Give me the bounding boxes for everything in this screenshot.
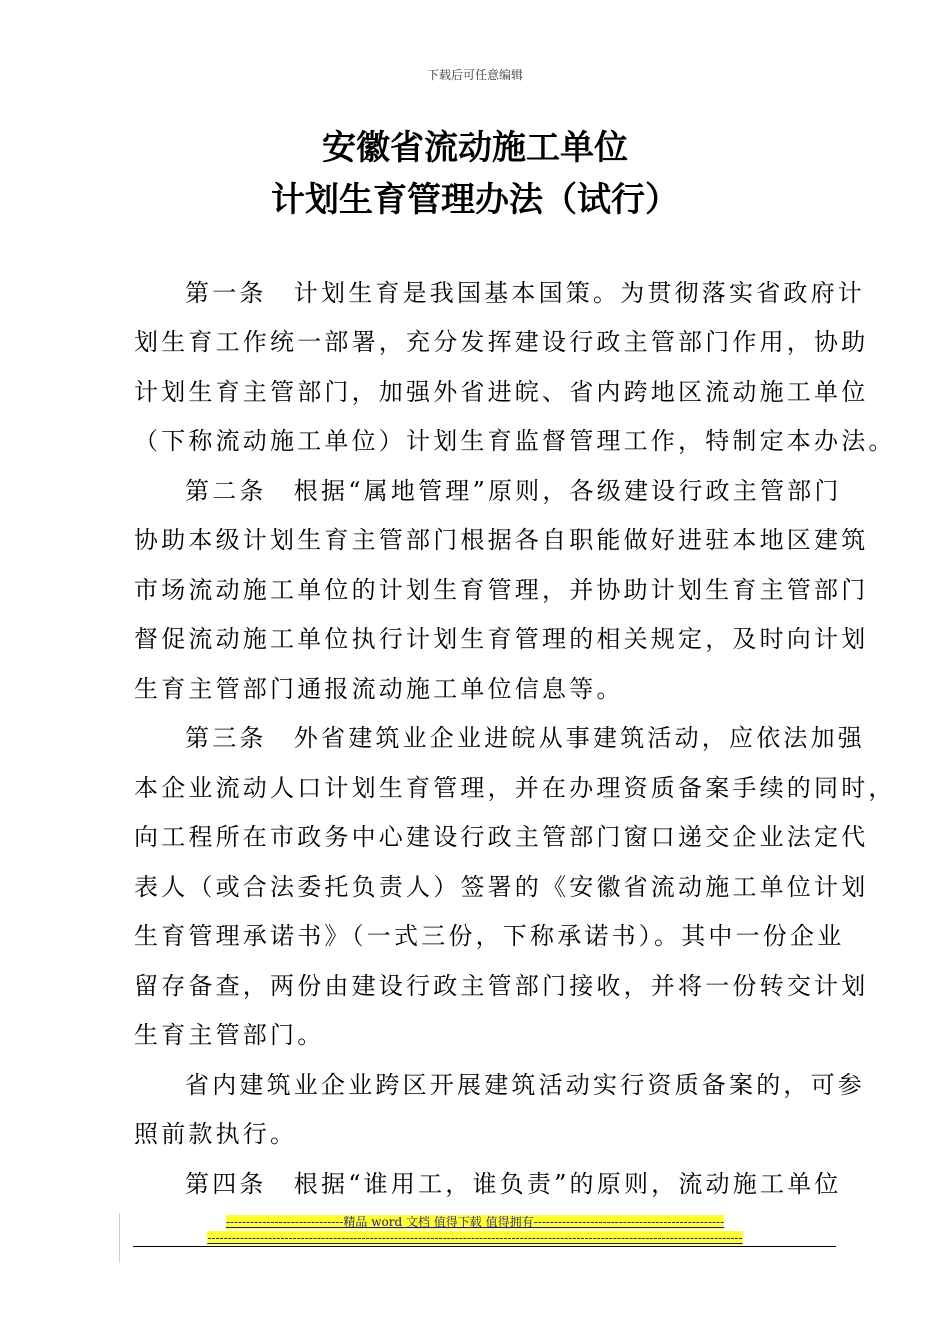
document-title-line-2: 计划生育管理办法（试行） [271,180,679,220]
body-line: 第四条 根据“谁用工，谁负责”的原则，流动施工单位 [185,1170,842,1198]
footer-rule [133,1246,836,1247]
body-line: 第一条 计划生育是我国基本国策。为贯彻落实省政府计 [185,279,865,307]
body-line: 第三条 外省建筑业企业进皖从事建筑活动，应依法加强 [185,724,865,752]
body-line: 计划生育主管部门，加强外省进皖、省内跨地区流动施工单位 [134,378,869,406]
header-note: 下载后可任意编辑 [426,68,523,82]
footer-banner-line-1 [0,1215,950,1229]
body-line: 督促流动施工单位执行计划生育管理的相关规定，及时向计划 [134,625,869,653]
body-line: （下称流动施工单位）计划生育监督管理工作，特制定本办法。 [134,427,896,455]
footer-banner-text-1: -----------------------------精品 word 文档 值得下载 值得拥有----------------------------------------------- [225,1215,725,1229]
body-line: 留存备查，两份由建设行政主管部门接收，并将一份转交计划 [134,972,869,1000]
body-line: 向工程所在市政务中心建设行政主管部门窗口递交企业法定代 [134,823,869,851]
body-line: 第二条 根据“属地管理”原则，各级建设行政主管部门 [185,477,842,505]
body-line: 划生育工作统一部署，充分发挥建设行政主管部门作用，协助 [134,328,869,356]
body-line: 市场流动施工单位的计划生育管理，并协助计划生育主管部门 [134,576,869,604]
body-line: 本企业流动人口计划生育管理，并在办理资质备案手续的同时， [134,774,896,802]
body-line: 生育主管部门。 [134,1021,325,1049]
body-line: 照前款执行。 [134,1120,298,1148]
footer-banner-text-2: ------------------------------------------------------------------------------------------------------------------------------------ [207,1231,743,1245]
body-line: 生育管理承诺书》（一式三份，下称承诺书）。其中一份企业 [134,922,845,950]
footer-banner-line-2 [0,1231,950,1245]
body-line: 协助本级计划生育主管部门根据各自职能做好进驻本地区建筑 [134,526,869,554]
body-line: 表人（或合法委托负责人）签署的《安徽省流动施工单位计划 [134,873,869,901]
body-line: 生育主管部门通报流动施工单位信息等。 [134,675,624,703]
document-title-line-1: 安徽省流动施工单位 [322,128,628,168]
body-line: 省内建筑业企业跨区开展建筑活动实行资质备案的，可参 [185,1071,865,1099]
